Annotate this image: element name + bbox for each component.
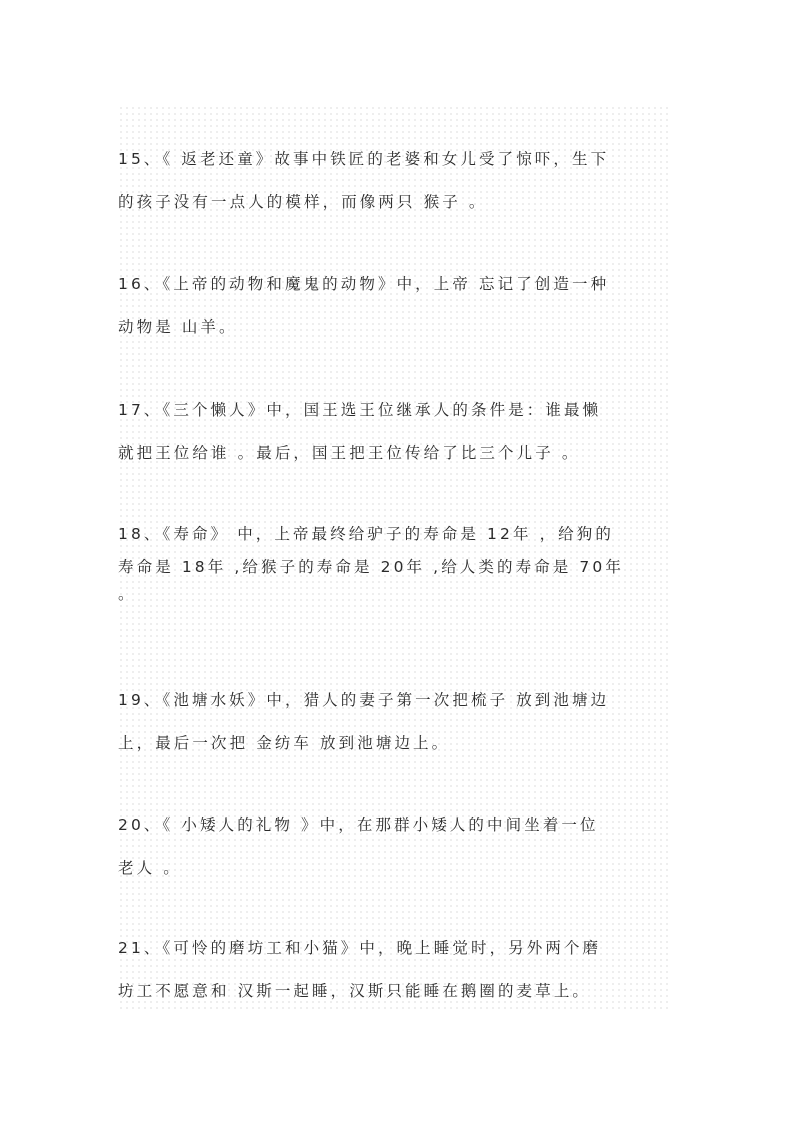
question-18-line-3: 。	[118, 585, 137, 603]
question-16-line-2: 动物是 山羊。	[118, 318, 238, 336]
question-15-line-1: 15、《 返老还童》故事中铁匠的老婆和女儿受了惊吓，生下	[118, 150, 610, 168]
question-21-line-1: 21、《可怜的磨坊工和小猫》中，晚上睡觉时，另外两个磨	[118, 939, 602, 957]
question-20-line-1: 20、《 小矮人的礼物 》中，在那群小矮人的中间坐着一位	[118, 816, 599, 834]
question-20-line-2: 老人 。	[118, 859, 182, 877]
question-18	[118, 521, 678, 607]
question-19-line-1: 19、《池塘水妖》中，猎人的妻子第一次把梳子 放到池塘边	[118, 691, 610, 709]
question-15-line-2: 的孩子没有一点人的模样，而像两只 猴子 。	[118, 193, 488, 211]
question-20	[118, 812, 678, 881]
question-18-line-1: 18、《寿命》 中，上帝最终给驴子的寿命是 12年 ，给狗的	[118, 525, 614, 543]
question-17	[118, 397, 678, 466]
question-16-line-1: 16、《上帝的动物和魔鬼的动物》中，上帝 忘记了创造一种	[118, 275, 610, 293]
question-19-line-2: 上，最后一次把 金纺车 放到池塘边上。	[118, 734, 451, 752]
question-16	[118, 271, 678, 340]
question-18-line-2: 寿命是 18年 ,给猴子的寿命是 20年 ,给人类的寿命是 70年	[118, 558, 624, 576]
question-21-line-2: 坊工不愿意和 汉斯一起睡，汉斯只能睡在鹅圈的麦草上。	[118, 982, 592, 1000]
question-17-line-1: 17、《三个懒人》中，国王选王位继承人的条件是：谁最懒	[118, 401, 602, 419]
question-15	[118, 146, 678, 215]
question-17-line-2: 就把王位给谁 。最后，国王把王位传给了比三个儿子 。	[118, 444, 581, 462]
question-21	[118, 935, 678, 1004]
question-19	[118, 687, 678, 756]
